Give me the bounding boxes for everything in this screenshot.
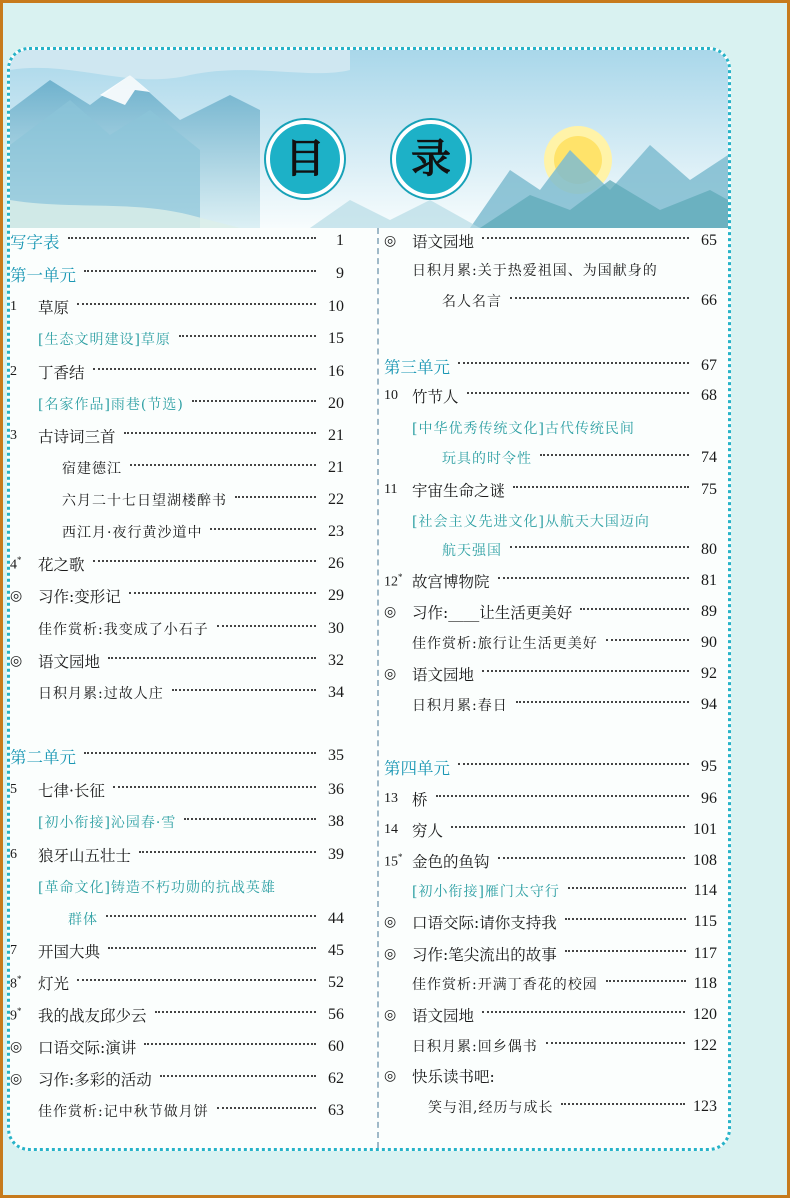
toc-entry-number: ◎: [384, 604, 397, 620]
toc-entry-title: 佳作赏析:记中秋节做月饼: [38, 1104, 209, 1120]
toc-entry-title: 笑与泪,经历与成长: [428, 1100, 554, 1116]
leader-dots: [513, 486, 689, 488]
toc-entry-page: 81: [701, 572, 717, 589]
toc-entry[interactable]: [10, 291, 344, 323]
leader-dots: [498, 577, 689, 579]
leader-dots: [482, 670, 689, 672]
column-divider: [377, 228, 379, 1148]
toc-entry[interactable]: [384, 783, 717, 815]
leader-dots: [217, 1107, 316, 1109]
toc-entry-title: 名人名言: [442, 294, 502, 310]
toc-entry-page: 96: [701, 790, 717, 807]
leader-dots: [77, 979, 316, 981]
toc-entry[interactable]: [10, 613, 344, 645]
leader-dots: [192, 400, 316, 402]
toc-entry[interactable]: [384, 534, 717, 566]
leader-dots: [160, 1075, 316, 1077]
leader-dots: [436, 795, 689, 797]
leader-dots: [451, 826, 685, 828]
toc-entry-number: 5: [10, 782, 17, 797]
toc-entry[interactable]: [384, 627, 717, 659]
title-char-lu: 录: [392, 120, 470, 198]
toc-entry-number: 15*: [384, 851, 403, 870]
toc-entry-title: [初小衔接]沁园春·雪: [38, 815, 177, 831]
landscape-banner: [10, 50, 728, 228]
toc-entry-page: 114: [693, 882, 717, 899]
toc-entry[interactable]: [384, 1091, 717, 1123]
toc-entry-number: ◎: [10, 653, 23, 669]
leader-dots: [108, 947, 316, 949]
toc-entry[interactable]: [384, 596, 717, 628]
leader-dots: [580, 608, 689, 610]
toc-entry[interactable]: [10, 356, 344, 388]
toc-entry-page: 67: [701, 357, 717, 374]
toc-entry-page: 118: [693, 975, 717, 992]
leader-dots: [565, 918, 686, 920]
toc-entry-number: ◎: [384, 233, 397, 249]
toc-entry[interactable]: [384, 689, 717, 721]
leader-dots: [108, 657, 316, 659]
toc-entry[interactable]: [384, 285, 717, 317]
leader-dots: [77, 303, 316, 305]
toc-entry-page: 15: [328, 330, 344, 347]
toc-entry-title: 狼牙山五壮士: [38, 847, 132, 865]
toc-entry[interactable]: [10, 1095, 344, 1127]
toc-entry-title: 古诗词三首: [38, 428, 116, 446]
toc-entry[interactable]: [384, 906, 717, 938]
toc-entry-title: 语文园地: [38, 653, 101, 671]
toc-entry[interactable]: [10, 740, 344, 772]
toc-entry-title: 群体: [68, 912, 98, 928]
toc-entry[interactable]: [10, 580, 344, 612]
toc-entry-number: 8*: [10, 973, 22, 992]
leader-dots: [68, 237, 317, 239]
toc-entry-title: 口语交际:请你支持我: [412, 914, 557, 932]
toc-entry-title: 日积月累:回乡偶书: [412, 1039, 538, 1055]
toc-entry-page: 32: [328, 652, 344, 669]
toc-entry-page: 20: [328, 395, 344, 412]
leader-dots: [93, 560, 316, 562]
toc-entry-page: 38: [328, 813, 344, 830]
leader-dots: [458, 763, 689, 765]
leader-dots: [184, 818, 316, 820]
toc-entry-title: 习作:多彩的活动: [38, 1071, 152, 1089]
toc-entry-title: 语文园地: [412, 666, 475, 684]
toc-entry[interactable]: [384, 875, 717, 907]
toc-entry[interactable]: [384, 565, 717, 597]
toc-entry-page: 122: [693, 1037, 717, 1054]
toc-entry-page: 92: [701, 665, 717, 682]
toc-entry[interactable]: [10, 258, 344, 290]
toc-entry[interactable]: [384, 1030, 717, 1062]
toc-entry-title: 宇宙生命之谜: [412, 482, 506, 500]
leader-dots: [172, 689, 316, 691]
toc-entry-title: 桥: [412, 791, 428, 809]
toc-entry[interactable]: [10, 225, 344, 257]
toc-entry-title: [生态文明建设]草原: [38, 332, 171, 348]
leader-dots: [129, 592, 316, 594]
toc-entry-number: ◎: [10, 1071, 23, 1087]
toc-entry-page: 9: [336, 265, 344, 282]
toc-entry[interactable]: [384, 845, 717, 877]
toc-entry-title: 第一单元: [10, 266, 76, 285]
toc-entry-page: 65: [701, 232, 717, 249]
toc-entry-title: [名家作品]雨巷(节选): [38, 397, 184, 413]
toc-entry-title: [中华优秀传统文化]古代传统民间: [412, 421, 635, 437]
toc-entry-page: 26: [328, 555, 344, 572]
toc-entry[interactable]: [384, 751, 717, 783]
toc-entry-number: 12*: [384, 571, 403, 590]
leader-dots: [235, 496, 316, 498]
toc-entry-title: 习作:____让生活更美好: [412, 604, 573, 622]
toc-entry-page: 66: [701, 292, 717, 309]
toc-entry[interactable]: [10, 1031, 344, 1063]
toc-entry-number: ◎: [10, 1039, 23, 1055]
toc-entry-page: 1: [336, 232, 344, 249]
toc-entry[interactable]: [10, 484, 344, 516]
leader-dots: [540, 454, 689, 456]
leader-dots: [106, 915, 316, 917]
leader-dots: [93, 368, 316, 370]
toc-entry-page: 21: [328, 459, 344, 476]
leader-dots: [84, 752, 316, 754]
toc-entry-page: 10: [328, 298, 344, 315]
toc-entry[interactable]: [384, 505, 717, 537]
toc-entry-title: 竹节人: [412, 388, 459, 406]
leader-dots: [155, 1011, 316, 1013]
toc-entry-number: ◎: [384, 666, 397, 682]
toc-entry[interactable]: [10, 839, 344, 871]
toc-entry[interactable]: [10, 935, 344, 967]
toc-entry-page: 108: [693, 852, 717, 869]
toc-entry-number: 7: [10, 943, 17, 958]
toc-entry-page: 35: [328, 747, 344, 764]
toc-entry[interactable]: [384, 380, 717, 412]
toc-entry[interactable]: [384, 442, 717, 474]
toc-entry-number: ◎: [384, 914, 397, 930]
leader-dots: [498, 857, 685, 859]
leader-dots: [510, 546, 689, 548]
leader-dots: [467, 392, 689, 394]
toc-entry-title: 灯光: [38, 975, 70, 993]
toc-entry-title: 第三单元: [384, 358, 450, 377]
toc-entry-title: 宿建德江: [62, 461, 122, 477]
toc-entry-title: 快乐读书吧:: [412, 1068, 495, 1086]
toc-entry-page: 117: [693, 945, 717, 962]
toc-entry-number: 6: [10, 847, 17, 862]
toc-entry-title: 故宫博物院: [412, 573, 490, 591]
toc-entry[interactable]: [384, 658, 717, 690]
toc-entry-page: 75: [701, 481, 717, 498]
toc-entry[interactable]: [384, 254, 717, 286]
leader-dots: [565, 950, 686, 952]
toc-entry-page: 23: [328, 523, 344, 540]
toc-entry-number: 4*: [10, 554, 22, 573]
toc-entry-title: [社会主义先进文化]从航天大国迈向: [412, 514, 650, 530]
leader-dots: [124, 432, 316, 434]
toc-entry[interactable]: [10, 806, 344, 838]
toc-entry-page: 95: [701, 758, 717, 775]
toc-entry-number: 10: [384, 388, 398, 403]
toc-entry[interactable]: [10, 420, 344, 452]
toc-entry-page: 39: [328, 846, 344, 863]
toc-entry-title: 口语交际:演讲: [38, 1039, 137, 1057]
leader-dots: [561, 1103, 685, 1105]
toc-entry-number: ◎: [384, 1007, 397, 1023]
leader-dots: [482, 1011, 685, 1013]
toc-entry-title: 佳作赏析:旅行让生活更美好: [412, 636, 598, 652]
toc-entry[interactable]: [384, 412, 717, 444]
toc-entry[interactable]: [384, 968, 717, 1000]
leader-dots: [130, 464, 316, 466]
toc-entry-number: 14: [384, 822, 398, 837]
leader-dots: [144, 1043, 316, 1045]
toc-entry-page: 36: [328, 781, 344, 798]
toc-entry-title: 日积月累:春日: [412, 698, 508, 714]
toc-entry-title: [初小衔接]雁门太守行: [412, 884, 560, 900]
toc-entry[interactable]: [384, 1060, 717, 1092]
toc-entry-title: 习作:笔尖流出的故事: [412, 946, 557, 964]
toc-entry-title: 习作:变形记: [38, 588, 121, 606]
toc-entry[interactable]: [384, 225, 717, 257]
toc-entry-title: 航天强国: [442, 543, 502, 559]
toc-entry[interactable]: [10, 903, 344, 935]
toc-entry-title: 丁香结: [38, 364, 85, 382]
toc-entry-title: 佳作赏析:开满丁香花的校园: [412, 977, 598, 993]
toc-entry-title: 佳作赏析:我变成了小石子: [38, 622, 209, 638]
toc-entry-page: 74: [701, 449, 717, 466]
toc-entry[interactable]: [384, 350, 717, 382]
toc-entry-page: 44: [328, 910, 344, 927]
toc-entry-title: 语文园地: [412, 1007, 475, 1025]
toc-entry-page: 21: [328, 427, 344, 444]
toc-entry-title: 六月二十七日望湖楼醉书: [62, 493, 227, 509]
toc-entry-page: 90: [701, 634, 717, 651]
leader-dots: [217, 625, 316, 627]
leader-dots: [84, 270, 316, 272]
leader-dots: [210, 528, 316, 530]
leader-dots: [179, 335, 316, 337]
toc-entry-number: 13: [384, 791, 398, 806]
toc-entry-title: 玩具的时令性: [442, 451, 532, 467]
toc-entry-page: 30: [328, 620, 344, 637]
toc-entry[interactable]: [10, 388, 344, 420]
toc-entry-title: 金色的鱼钩: [412, 853, 490, 871]
toc-entry-page: 120: [693, 1006, 717, 1023]
leader-dots: [568, 887, 686, 889]
toc-entry-title: 日积月累:关于热爱祖国、为国献身的: [412, 263, 658, 279]
toc-entry[interactable]: [384, 999, 717, 1031]
toc-entry-page: 22: [328, 491, 344, 508]
toc-entry-page: 56: [328, 1006, 344, 1023]
toc-entry-title: 草原: [38, 299, 70, 317]
toc-entry[interactable]: [10, 967, 344, 999]
leader-dots: [606, 639, 689, 641]
toc-entry-title: [革命文化]铸造不朽功勋的抗战英雄: [38, 880, 276, 896]
toc-entry-title: 语文园地: [412, 233, 475, 251]
toc-entry-page: 60: [328, 1038, 344, 1055]
toc-entry-page: 63: [328, 1102, 344, 1119]
toc-entry-page: 101: [693, 821, 717, 838]
toc-entry-page: 16: [328, 363, 344, 380]
toc-entry-title: 日积月累:过故人庄: [38, 686, 164, 702]
title-char-mu: 目: [266, 120, 344, 198]
toc-entry-page: 62: [328, 1070, 344, 1087]
toc-entry-page: 68: [701, 387, 717, 404]
toc-entry-page: 94: [701, 696, 717, 713]
toc-entry[interactable]: [10, 774, 344, 806]
toc-entry-title: 开国大典: [38, 943, 101, 961]
toc-entry[interactable]: [10, 871, 344, 903]
toc-entry-page: 89: [701, 603, 717, 620]
toc-entry[interactable]: [10, 516, 344, 548]
toc-entry[interactable]: [10, 323, 344, 355]
leader-dots: [113, 786, 316, 788]
leader-dots: [482, 237, 689, 239]
toc-entry-title: 我的战友邱少云: [38, 1007, 147, 1025]
toc-entry-title: 第二单元: [10, 748, 76, 767]
toc-entry-page: 52: [328, 974, 344, 991]
toc-entry-page: 123: [693, 1098, 717, 1115]
toc-entry[interactable]: [10, 1063, 344, 1095]
leader-dots: [516, 701, 689, 703]
toc-entry[interactable]: [384, 814, 717, 846]
toc-entry-number: 2: [10, 364, 17, 379]
toc-entry-title: 第四单元: [384, 759, 450, 778]
toc-entry-number: ◎: [384, 946, 397, 962]
toc-entry-title: 七律·长征: [38, 782, 105, 800]
toc-entry[interactable]: [384, 938, 717, 970]
toc-entry-number: 9*: [10, 1005, 22, 1024]
toc-entry-page: 29: [328, 587, 344, 604]
toc-entry-number: ◎: [384, 1068, 397, 1084]
toc-entry[interactable]: [10, 999, 344, 1031]
toc-entry-number: ◎: [10, 588, 23, 604]
toc-entry-title: 西江月·夜行黄沙道中: [62, 525, 203, 541]
leader-dots: [510, 297, 689, 299]
leader-dots: [458, 362, 689, 364]
leader-dots: [546, 1042, 685, 1044]
toc-entry-title: 穷人: [412, 822, 444, 840]
toc-entry[interactable]: [10, 452, 344, 484]
toc-entry[interactable]: [10, 548, 344, 580]
toc-entry-number: 11: [384, 482, 398, 497]
toc-entry[interactable]: [10, 645, 344, 677]
toc-entry[interactable]: [384, 474, 717, 506]
toc-entry-page: 115: [693, 913, 717, 930]
toc-entry-title: 花之歌: [38, 556, 85, 574]
toc-entry-number: 1: [10, 299, 17, 314]
toc-entry[interactable]: [10, 677, 344, 709]
toc-entry-page: 80: [701, 541, 717, 558]
leader-dots: [606, 980, 686, 982]
toc-entry-number: 3: [10, 428, 17, 443]
leader-dots: [139, 851, 316, 853]
toc-entry-title: 写字表: [10, 233, 60, 252]
toc-entry-page: 45: [328, 942, 344, 959]
toc-entry-page: 34: [328, 684, 344, 701]
